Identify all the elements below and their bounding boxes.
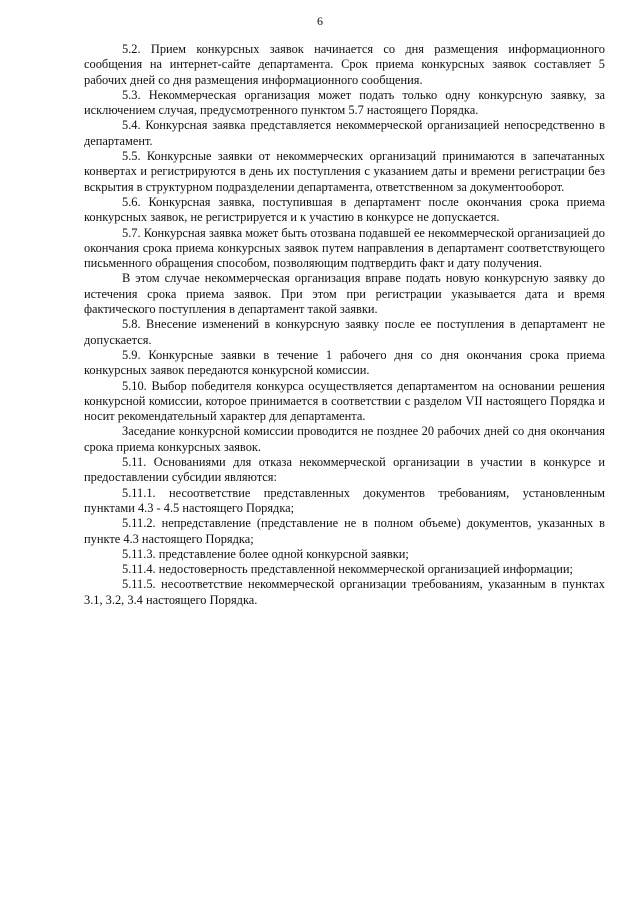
paragraph-5-10-continued: Заседание конкурсной комиссии проводится не позднее 20 рабочих дней со дня окончания срока приема конкурсных заявок. (84, 424, 605, 454)
paragraph-5-8: 5.8. Внесение изменений в конкурсную заявку после ее поступления в департамент не допускается. (84, 317, 605, 347)
document-body (84, 42, 605, 608)
paragraph-5-11: 5.11. Основаниями для отказа некоммерческой организации в участии в конкурсе и предоставлении субсидии являются: (84, 455, 605, 485)
paragraph-5-5: 5.5. Конкурсные заявки от некоммерческих организаций принимаются в запечатанных конвертах и регистрируются в день их поступления с указанием даты и времени регистрации без вскрытия в структурном подразделении департамента, ответственном за документооборот. (84, 149, 605, 194)
paragraph-5-11-4: 5.11.4. недостоверность представленной некоммерческой организацией информации; (122, 562, 573, 577)
paragraph-5-11-2: 5.11.2. непредставление (представление не в полном объеме) документов, указанных в пункте 4.3 настоящего Порядка; (84, 516, 605, 546)
paragraph-5-7-continued: В этом случае некоммерческая организация вправе подать новую конкурсную заявку до истечения срока приема заявок. При этом при регистрации указывается дата и время фактического поступления в департамент такой заявки. (84, 271, 605, 317)
paragraph-5-2: 5.2. Прием конкурсных заявок начинается со дня размещения информационного сообщения на интернет-сайте департамента. Срок приема конкурсных заявок составляет 5 рабочих дней со дня размещения информационного сообщения. (84, 42, 605, 87)
page-number: 6 (317, 14, 323, 28)
paragraph-5-3: 5.3. Некоммерческая организация может подать только одну конкурсную заявку, за исключением случая, предусмотренного пунктом 5.7 настоящего Порядка. (84, 87, 605, 118)
paragraph-5-11-3: 5.11.3. представление более одной конкурсной заявки; (122, 546, 409, 561)
paragraph-5-9: 5.9. Конкурсные заявки в течение 1 рабочего дня со дня окончания срока приема конкурсных заявок передаются конкурсной комиссии. (84, 347, 605, 378)
paragraph-5-6: 5.6. Конкурсная заявка, поступившая в департамент после окончания срока приема конкурсных заявок, не регистрируется и к участию в конкурсе не допускается. (84, 194, 605, 225)
paragraph-5-10: 5.10. Выбор победителя конкурса осуществляется департаментом на основании решения конкурсной комиссии, которое принимается в соответствии с разделом VII настоящего Порядка и носит рекомендательный характер для департамента. (84, 378, 605, 424)
paragraph-5-7: 5.7. Конкурсная заявка может быть отозвана подавшей ее некоммерческой организацией до окончания срока приема конкурсных заявок путем направления в департамент соответствующего письменного обращения способом, позволяющим подтвердить факт и дату получения. (84, 225, 605, 271)
paragraph-5-11-1: 5.11.1. несоответствие представленных документов требованиям, установленным пунктами 4.3 - 4.5 настоящего Порядка; (84, 485, 605, 515)
paragraph-5-11-5: 5.11.5. несоответствие некоммерческой организации требованиям, указанным в пунктах 3.1, 3.2, 3.4 настоящего Порядка. (84, 577, 605, 607)
paragraph-5-4: 5.4. Конкурсная заявка представляется некоммерческой организацией непосредственно в департамент. (84, 118, 605, 148)
